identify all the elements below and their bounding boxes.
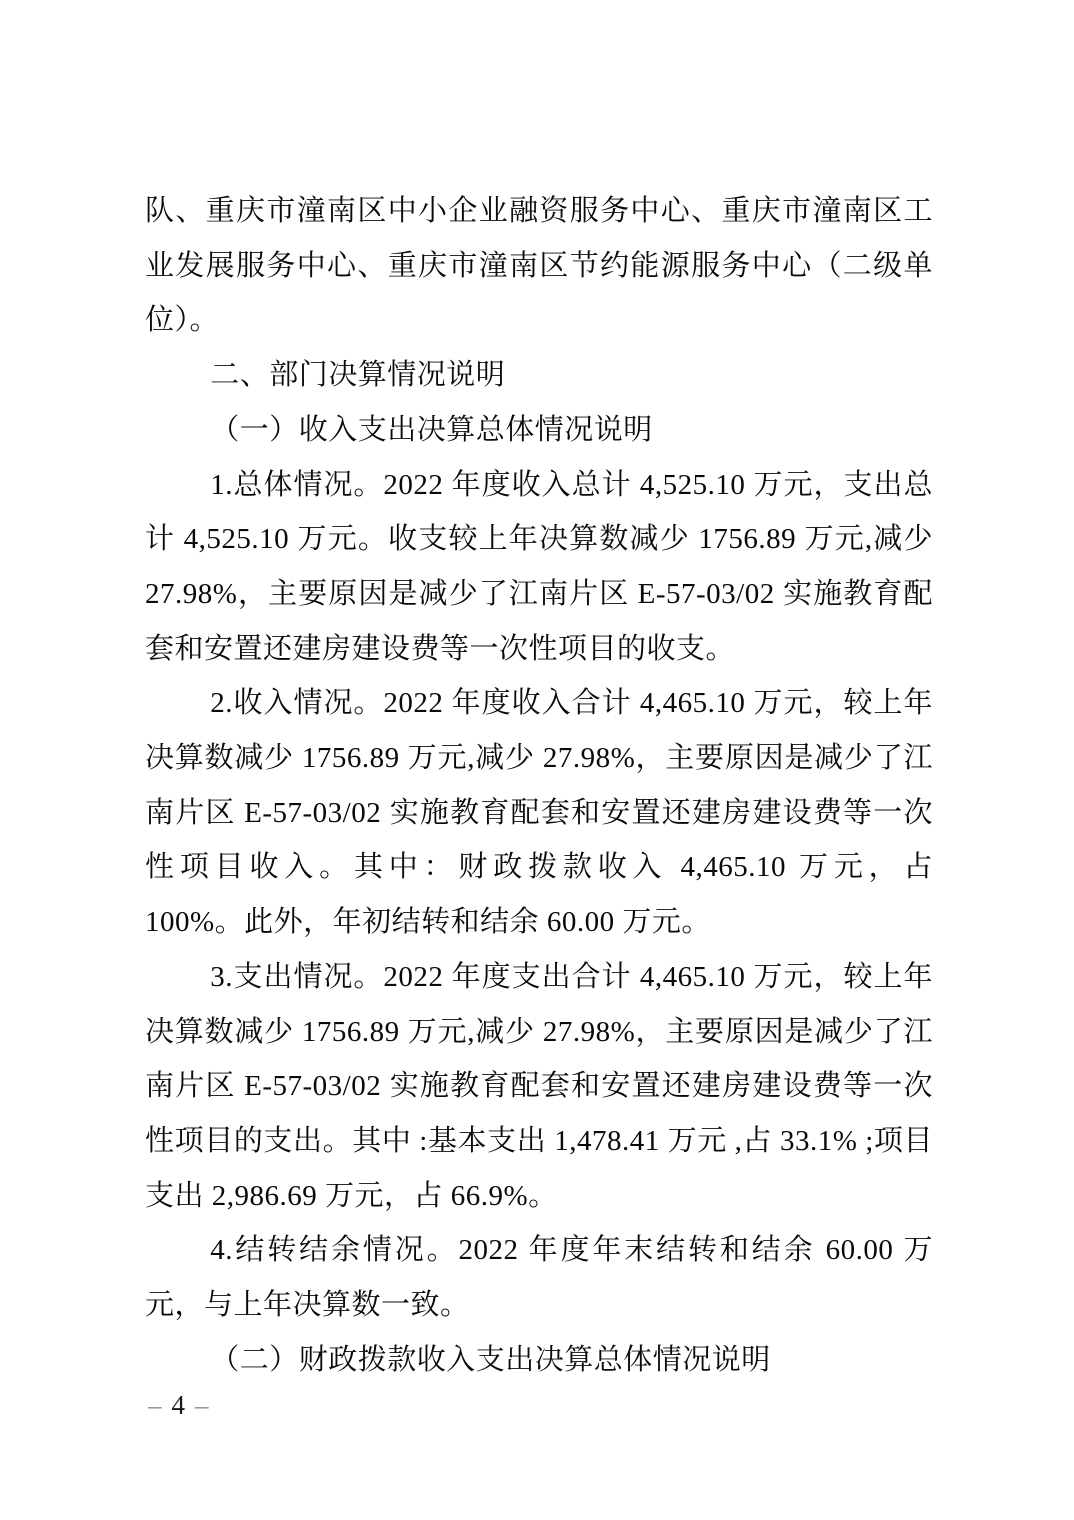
page-number-value: 4 — [171, 1390, 185, 1420]
subsection-heading-income-expenditure-overview: （一）收入支出决算总体情况说明 — [210, 413, 653, 446]
paragraph-income-situation: 2.收入情况。2022 年度收入合计 4,465.10 万元，较上年决算数减少 1756.89 万元,减少 27.98%，主要原因是减少了江南片区 E-57-03/02 实施教育配套和安置还建房建设费等一次性项目收入。其中：财政拨款收入 4,465.10 万元，占 100%。此外，年初结转和结余 60.00 万元。 — [145, 687, 933, 939]
paragraph-overall-situation: 1.总体情况。2022 年度收入总计 4,525.10 万元，支出总计 4,525.10 万元。收支较上年决算数减少 1756.89 万元,减少 27.98%，主要原因是减少了江南片区 E-57-03/02 实施教育配套和安置还建房建设费等一次性项目的收支。 — [145, 468, 933, 665]
page-number-dash-right: – — [195, 1390, 209, 1420]
paragraph-carryover-balance-situation: 4.结转结余情况。2022 年度年末结转和结余 60.00 万元，与上年决算数一致。 — [145, 1234, 933, 1322]
paragraph-unit-list-continuation: 队、重庆市潼南区中小企业融资服务中心、重庆市潼南区工业发展服务中心、重庆市潼南区节约能源服务中心（二级单位）。 — [145, 195, 933, 337]
subsection-heading-fiscal-appropriation-overview: （二）财政拨款收入支出决算总体情况说明 — [210, 1343, 771, 1376]
paragraph-expenditure-situation: 3.支出情况。2022 年度支出合计 4,465.10 万元，较上年决算数减少 1756.89 万元,减少 27.98%，主要原因是减少了江南片区 E-57-03/02 实施教育配套和安置还建房建设费等一次性项目的支出。其中 :基本支出 1,478.41 万元 ,占 33.1% ;项目支出 2,986.69 万元，占 66.9%。 — [145, 960, 933, 1212]
page-number-dash-left: – — [148, 1390, 162, 1420]
section-heading-final-accounts-explanation: 二、部门决算情况说明 — [210, 359, 506, 392]
page-number — [142, 1388, 215, 1422]
document-body — [145, 184, 933, 1387]
